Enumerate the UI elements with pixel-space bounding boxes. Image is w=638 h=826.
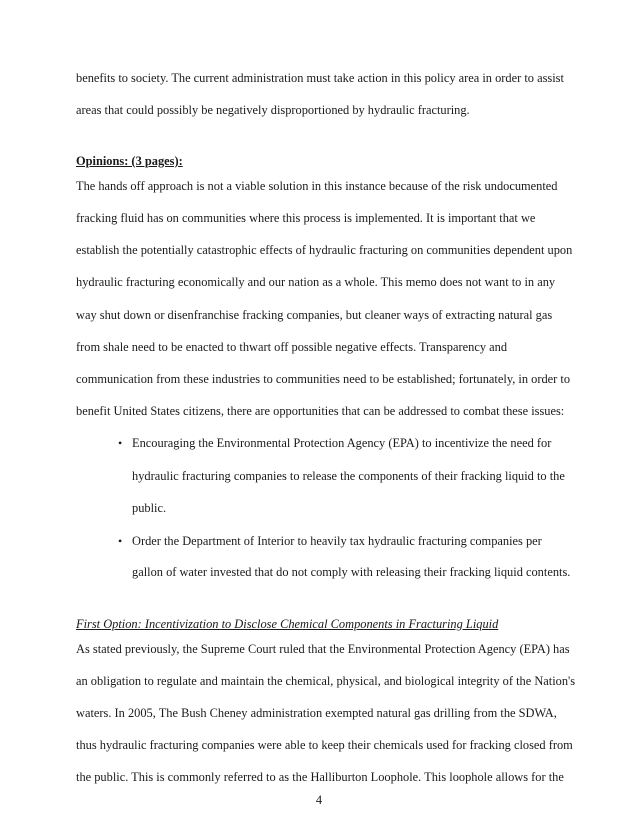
first-option-line: an obligation to regulate and maintain the chemical, physical, and biological integrity of the Nation's [76,674,576,689]
opinions-line: from shale need to be enacted to thwart off possible negative effects. Transparency and [76,340,508,355]
opinions-line: benefit United States citizens, there are opportunities that can be addressed to combat these issues: [76,404,565,418]
intro-line: areas that could possibly be negatively disproportioned by hydraulic fracturing. [76,103,470,118]
first-option-line: thus hydraulic fracturing companies were able to keep their chemicals used for fracking closed from [76,738,573,753]
bullet-line: Order the Department of Interior to heavily tax hydraulic fracturing companies per [132,533,542,548]
bullet-line: hydraulic fracturing companies to release the components of their fracking liquid to the [132,468,565,483]
bullet-icon: • [118,436,123,451]
opinions-line: establish the potentially catastrophic effects of hydraulic fracturing on communities dependent upon [76,242,573,257]
opinions-line: The hands off approach is not a viable solution in this instance because of the risk undocumented [76,178,558,193]
first-option-line: the public. This is commonly referred to as the Halliburton Loophole. This loophole allows for the [76,769,564,784]
bullet-line: public. [132,501,167,516]
first-option-heading: First Option: Incentivization to Disclose Chemical Components in Fracturing Liquid [76,616,499,631]
bullet-line: Encouraging the Environmental Protection Agency (EPA) to incentivize the need for [132,436,552,451]
first-option-line: waters. In 2005, The Bush Cheney administration exempted natural gas drilling from the SDWA, [76,705,557,720]
page-number: 4 [315,793,323,807]
opinions-line: communication from these industries to communities need to be established; fortunately, in order to [76,372,571,387]
bullet-icon: • [118,533,123,548]
intro-line: benefits to society. The current administration must take action in this policy area in order to assist [76,70,564,85]
opinions-line: fracking fluid has on communities where this process is implemented. It is important that we [76,211,536,226]
first-option-line: As stated previously, the Supreme Court ruled that the Environmental Protection Agency (EPA) has [76,641,570,656]
opinions-heading: Opinions: (3 pages): [76,153,183,168]
opinions-line: way shut down or disenfranchise fracking companies, but cleaner ways of extracting natural gas [76,307,553,322]
bullet-line: gallon of water invested that do not comply with releasing their fracking liquid contents. [132,565,571,580]
opinions-line: hydraulic fracturing economically and our nation as a whole. This memo does not want to in any [76,275,556,290]
